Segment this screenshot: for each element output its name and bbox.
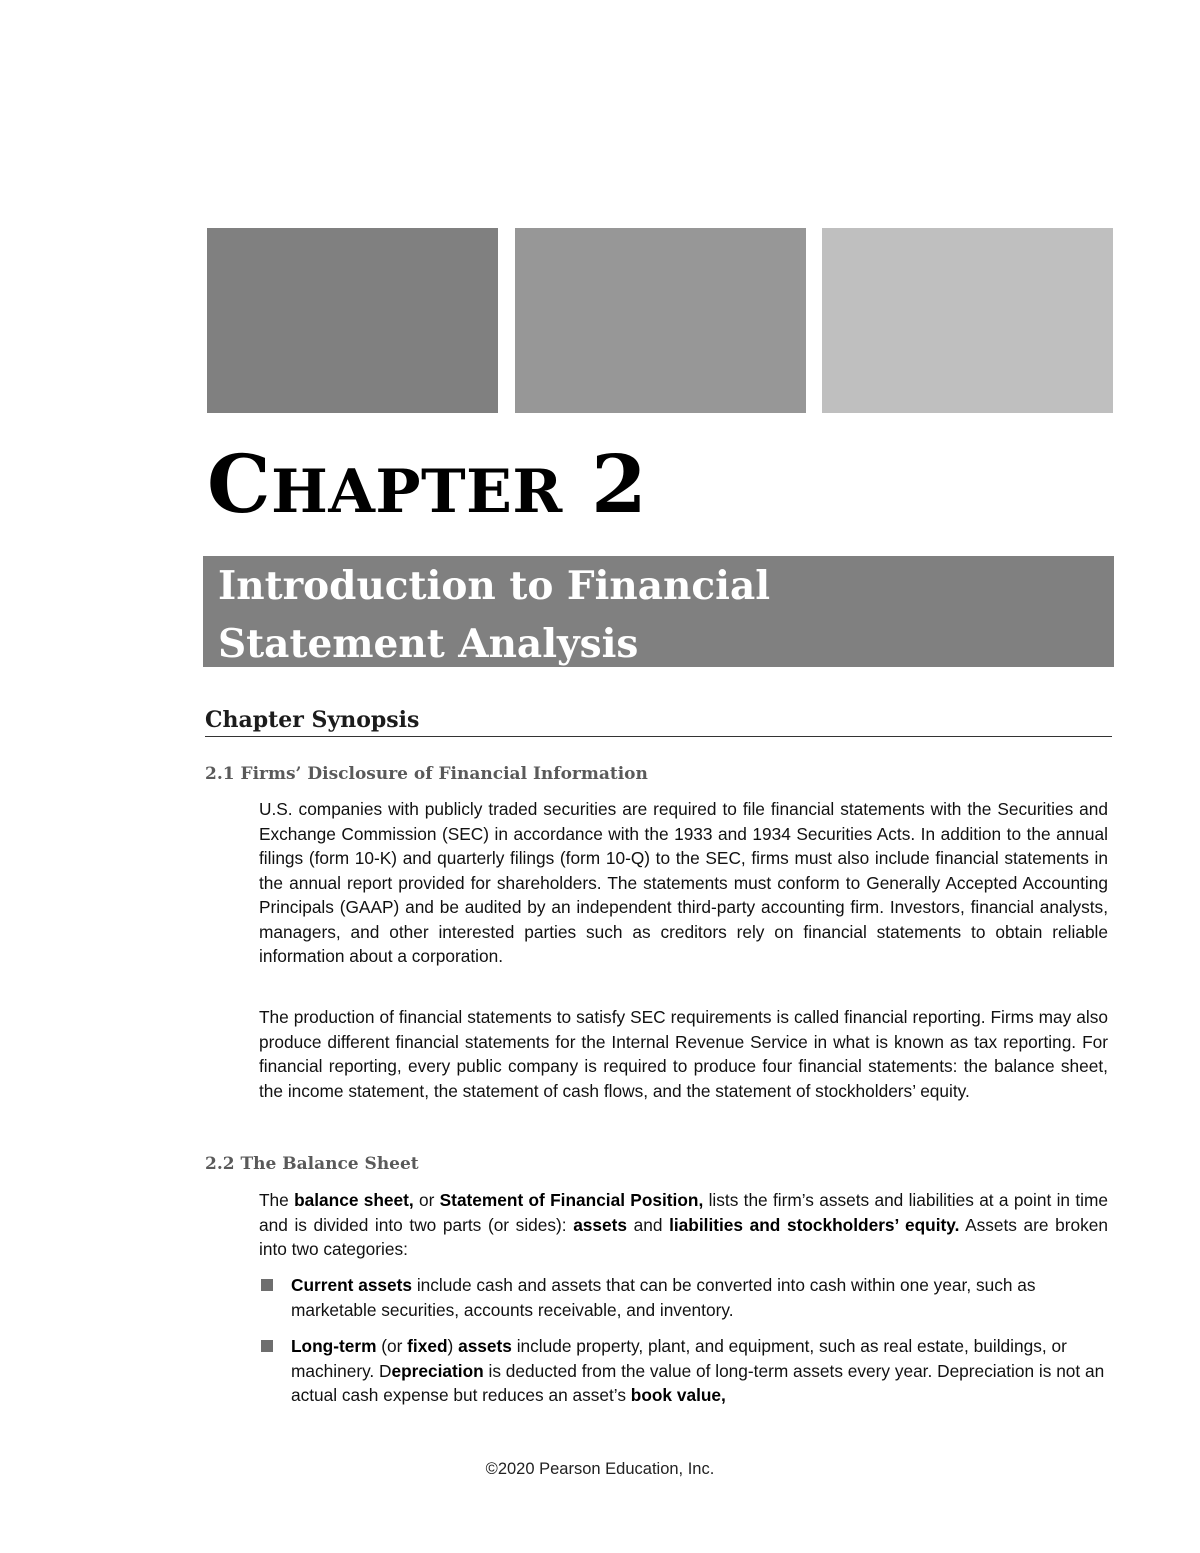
chapter-label-first: C [207, 437, 272, 531]
bullet-text-2: ) [447, 1336, 459, 1356]
section-heading-2-1: 2.1 Firms’ Disclosure of Financial Information [205, 764, 648, 784]
bullet-text: include cash and assets that can be converted into cash within one year, such as marketable securities, accounts receivable, and inventory. [291, 1275, 1036, 1320]
term-liabilities-equity: liabilities and stockholders’ equity. [669, 1214, 960, 1235]
chapter-label-rest: HAPTER [271, 457, 563, 527]
term-current-assets: Current assets [291, 1275, 413, 1295]
list-item-text [291, 1273, 1108, 1322]
term-assets-2: assets [458, 1336, 512, 1356]
copyright-footer: ©2020 Pearson Education, Inc. [485, 1460, 715, 1478]
term-balance-sheet: balance sheet, [294, 1190, 414, 1210]
chapter-title-line-1: Introduction to Financial [218, 563, 771, 609]
decorative-block-dark [207, 228, 498, 413]
term-depreciation: epreciation [391, 1360, 484, 1381]
chapter-number: 2 [591, 437, 648, 531]
chapter-title-line-2: Statement Analysis [218, 621, 639, 667]
term-fixed: fixed [407, 1336, 448, 1356]
bullet-text-4: is deducted from the value of long-term assets every year. Depreciation is not an actual cash expense but reduces an asset’s [291, 1360, 1105, 1405]
term-book-value: book value, [630, 1385, 726, 1405]
square-bullet-icon [261, 1340, 273, 1352]
intro-text-2: or [413, 1190, 440, 1210]
square-bullet-icon [261, 1279, 273, 1291]
section-2-1-paragraph-2: The production of financial statements to satisfy SEC requirements is called financial reporting. Firms may also produce different financial statements for the Internal Revenue Service in what is known as tax reporting. For financial reporting, every public company is required to produce four financial statements: the balance sheet, the income statement, the statement of cash flows, and the statement of stockholders’ equity. [259, 1007, 1108, 1101]
intro-text-3: lists the firm’s assets and liabilities at a point in time and is divided into two parts (or sides): [259, 1190, 1108, 1235]
section-2-1-paragraph-1: U.S. companies with publicly traded securities are required to file financial statements with the Securities and Exchange Commission (SEC) in accordance with the 1933 and 1934 Securities Acts. In addition to the annual filings (form 10-K) and quarterly filings (form 10-Q) to the SEC, firms must also include financial statements in the annual report provided for shareholders. The statements must conform to Generally Accepted Accounting Principals (GAAP) and be audited by an independent third-party accounting firm. Investors, financial analysts, managers, and other interested parties such as creditors rely on financial statements to obtain reliable information about a corporation. [259, 799, 1108, 966]
intro-text-4: and [627, 1214, 670, 1235]
chapter-heading [207, 438, 647, 538]
bullet-text-3: include property, plant, and equipment, such as real estate, buildings, or machinery. D [291, 1336, 1067, 1381]
term-statement-of-financial-position: Statement of Financial Position, [439, 1190, 704, 1210]
decorative-block-light [822, 228, 1113, 413]
term-long-term: Long-term [291, 1336, 377, 1356]
list-item-text [291, 1334, 1108, 1408]
term-assets: assets [573, 1214, 627, 1235]
list-item-current-assets [259, 1273, 1108, 1322]
intro-text-1: The [259, 1190, 295, 1210]
synopsis-heading: Chapter Synopsis [205, 705, 1112, 737]
section-2-2-intro [259, 1188, 1108, 1262]
list-item-long-term-assets [259, 1334, 1108, 1408]
intro-text-5: Assets are broken into two categories: [259, 1214, 1108, 1259]
bullet-text-1: (or [376, 1336, 408, 1356]
decorative-block-medium [515, 228, 806, 413]
chapter-title-band [203, 556, 1114, 667]
section-heading-2-2: 2.2 The Balance Sheet [205, 1154, 419, 1174]
